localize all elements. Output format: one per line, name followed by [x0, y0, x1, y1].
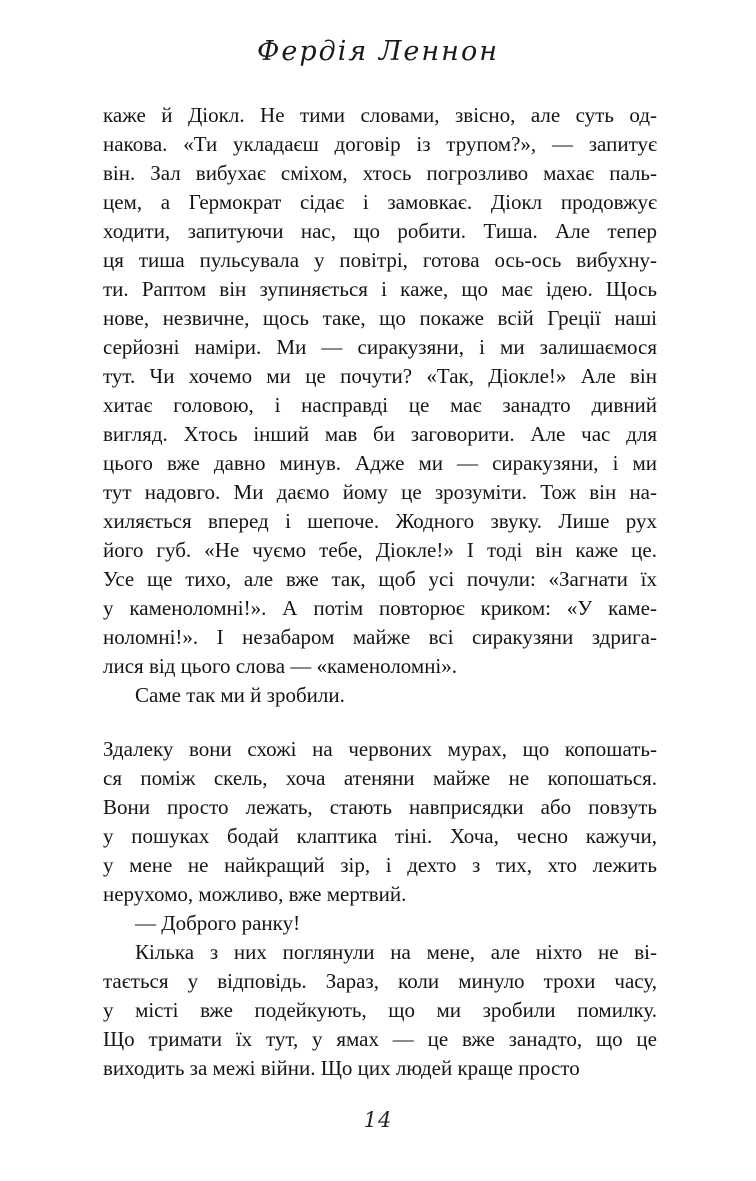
- text-line: його губ. «Не чуємо тебе, Діокле!» І тоді він каже це.: [103, 538, 657, 562]
- text-line: ходити, запитуючи нас, що робити. Тиша. Але тепер: [103, 219, 657, 243]
- text-line: ся поміж скель, хоча атеняни майже не копошаться.: [103, 766, 657, 790]
- text-line: Кілька з них поглянули на мене, але ніхто не ві-: [135, 940, 657, 964]
- text-line: нове, незвичне, щось таке, що покаже всій Греції наші: [103, 306, 657, 330]
- text-line: він. Зал вибухає сміхом, хтось погрозливо махає паль-: [103, 161, 657, 185]
- text-line: ця тиша пульсувала у повітрі, готова ось-ось вибухну-: [103, 248, 657, 272]
- text-line: Вони просто лежать, стають навприсядки або повзуть: [103, 795, 657, 819]
- paragraph: [103, 735, 657, 909]
- text-line: вигляд. Хтось інший мав би заговорити. Але час для: [103, 422, 657, 446]
- running-header-author: Фердія Леннон: [257, 36, 499, 67]
- text-line: у мене не найкращий зір, і дехто з тих, хто лежить: [103, 853, 657, 877]
- page-number: 14: [363, 1108, 393, 1132]
- text-line: Усе ще тихо, але вже так, щоб усі почули: «Загнати їх: [103, 567, 657, 591]
- text-line: накова. «Ти укладаєш договір із трупом?», — запитує: [103, 132, 657, 156]
- paragraph: [103, 938, 657, 1083]
- paragraph: [103, 681, 657, 710]
- text-line: каже й Діокл. Не тими словами, звісно, але суть од-: [103, 103, 657, 127]
- paragraph: [103, 101, 657, 681]
- text-line: ноломні!». І незабаром майже всі сиракузяни здрига-: [103, 625, 657, 649]
- text-line: Що тримати їх тут, у ямах — це вже занадто, що це: [103, 1027, 657, 1051]
- text-line: Здалеку вони схожі на червоних мурах, що копошать-: [103, 737, 657, 761]
- text-line: тут надовго. Ми даємо йому це зрозуміти. Тож він на-: [103, 480, 657, 504]
- text-line: — Доброго ранку!: [135, 911, 301, 935]
- section-break: [103, 710, 657, 735]
- text-line: цього вже давно минув. Адже ми — сиракузяни, і ми: [103, 451, 657, 475]
- text-line: у місті вже подейкують, що ми зробили помилку.: [103, 998, 657, 1022]
- text-line: нерухомо, можливо, вже мертвий.: [103, 882, 407, 906]
- paragraph: [103, 909, 657, 938]
- text-block: [103, 101, 657, 1083]
- text-line: у каменоломні!». А потім повторює криком: «У каме-: [103, 596, 657, 620]
- text-line: хиляється вперед і шепоче. Жодного звуку. Лише рух: [103, 509, 657, 533]
- text-line: цем, а Гермократ сідає і замовкає. Діокл продовжує: [103, 190, 657, 214]
- text-line: тається у відповідь. Зараз, коли минуло трохи часу,: [103, 969, 657, 993]
- text-line: Саме так ми й зробили.: [135, 683, 345, 707]
- text-line: серйозні наміри. Ми — сиракузяни, і ми залишаємося: [103, 335, 657, 359]
- text-line: хитає головою, і насправді це має занадто дивний: [103, 393, 657, 417]
- text-line: ти. Раптом він зупиняється і каже, що має ідею. Щось: [103, 277, 657, 301]
- text-line: у пошуках бодай клаптика тіні. Хоча, чесно кажучи,: [103, 824, 657, 848]
- text-line: тут. Чи хочемо ми це почути? «Так, Діокле!» Але він: [103, 364, 657, 388]
- text-line: лися від цього слова — «каменоломні».: [103, 654, 458, 678]
- text-line: виходить за межі війни. Що цих людей краще просто: [103, 1056, 580, 1080]
